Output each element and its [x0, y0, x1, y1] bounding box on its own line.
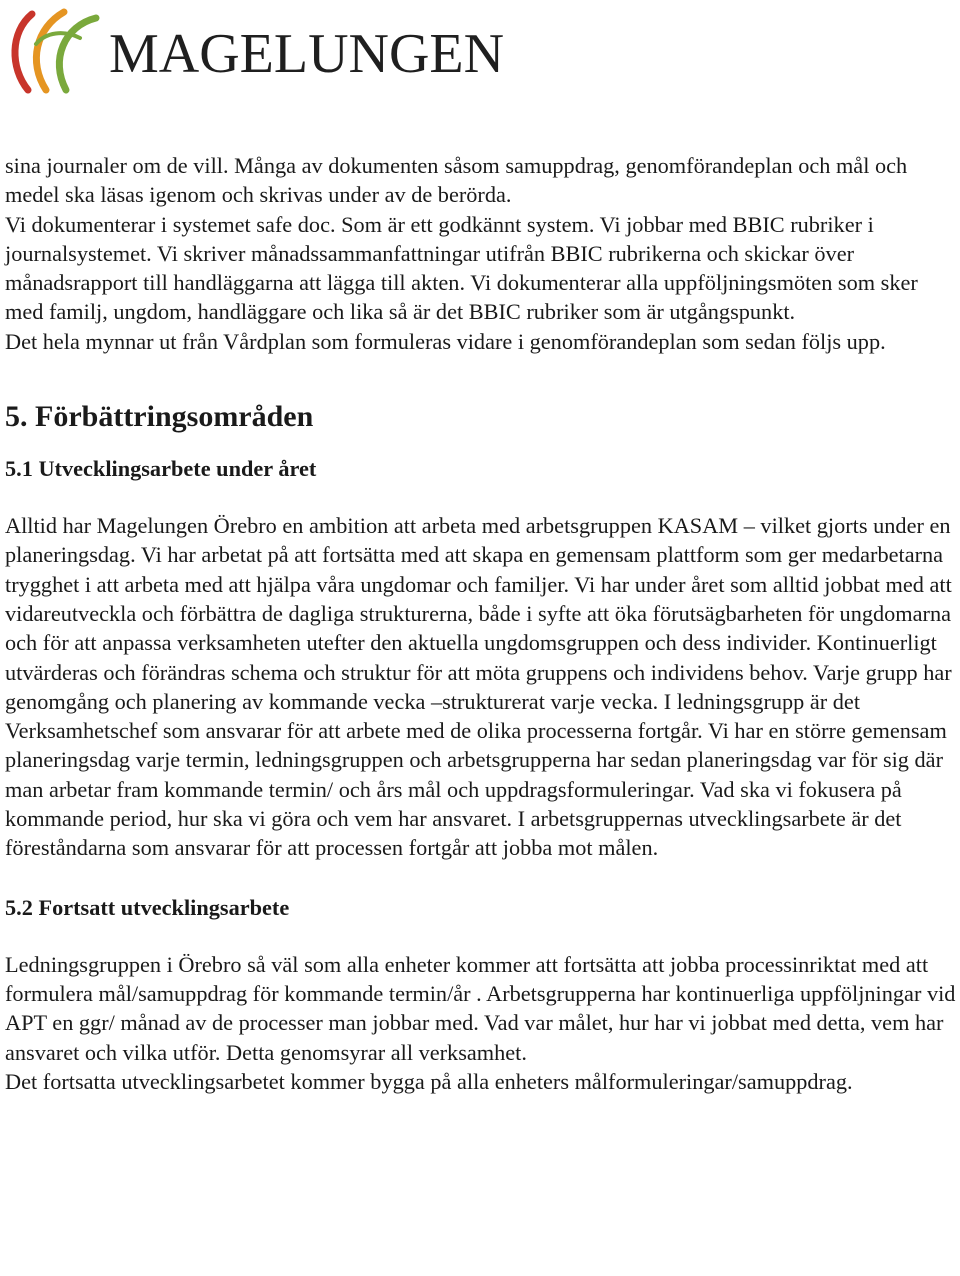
intro-paragraph-1: sina journaler om de vill. Många av dokumenten såsom samuppdrag, genomförandeplan och mål och medel ska läsas igenom och skrivas under av de berörda. — [5, 153, 908, 208]
subsection-heading-5-1: 5.1 Utvecklingsarbete under året — [5, 456, 317, 482]
section-heading: 5. Förbättringsområden — [5, 400, 314, 434]
document-body — [5, 151, 957, 1096]
subsection-body-5-1: Alltid har Magelungen Örebro en ambition att arbeta med arbetsgruppen KASAM – vilket gjorts under en planeringsdag. Vi har arbetat på att fortsätta med att skapa en gemensam plattform som ger medarbetarna trygghet i att arbeta med att hjälpa våra ungdomar och familjer. Vi har under året som alltid jobbat med att vidareutveckla och förbättra de dagliga strukturerna, både i syfte att öka förutsägbarheten för ungdomarna och för att anpassa verksamheten utefter den aktuella ungdomsgruppen och dess individer. Kontinuerligt utvärderas och förändras schema och struktur för att möta gruppens och individens behov. Varje grupp har genomgång och planering av kommande vecka –strukturerat varje vecka. I ledningsgrupp är det Verksamhetschef som ansvarar för att arbete med de olika processerna fortgår. Vi har en större gemensam planeringsdag varje termin, ledningsgruppen och arbetsgrupperna har sedan planeringsdag var för sig där man arbetar fram kommande termin/ och års mål och uppdragsformuleringar. Vad ska vi fokusera på kommande period, hur ska vi göra och vem har ansvaret. I arbetsgruppernas utvecklingsarbete är det föreståndarna som ansvarar för att processen fortgår att jobba mot målen. — [5, 513, 952, 861]
subsection-body-5-2-continued: Det fortsatta utvecklingsarbetet kommer bygga på alla enheters målformuleringar/samuppdrag. — [5, 1068, 853, 1094]
logo-wordmark: MAGELUNGEN — [109, 23, 505, 85]
header — [6, 4, 526, 96]
subsection-body-5-2: Ledningsgruppen i Örebro så väl som alla enheter kommer att fortsätta att jobba processinriktat med att formulera mål/samuppdrag för kommande termin/år . Arbetsgrupperna har kontinuerliga uppföljningar vid APT en ggr/ månad av de processer man jobbar med. Vad var målet, hur har vi jobbat med detta, vem har ansvaret och vilka utför. Detta genomsyrar all verksamhet. — [5, 951, 956, 1065]
intro-paragraph-2: Vi dokumenterar i systemet safe doc. Som är ett godkännt system. Vi jobbar med BBIC rubriker i journalsystemet. Vi skriver månadssammanfattningar utifrån BBIC rubrikerna och skickar över månadsrapport till handläggarna att lägga till akten. Vi dokumenterar alla uppföljningsmöten som sker med familj, ungdom, handläggare och lika så är det BBIC rubriker som är utgångspunkt. — [5, 211, 918, 325]
magelungen-logo-icon — [6, 4, 104, 96]
subsection-heading-5-2: 5.2 Fortsatt utvecklingsarbete — [5, 894, 290, 920]
intro-paragraph-3: Det hela mynnar ut från Vårdplan som formuleras vidare i genomförandeplan som sedan följs upp. — [5, 328, 886, 354]
